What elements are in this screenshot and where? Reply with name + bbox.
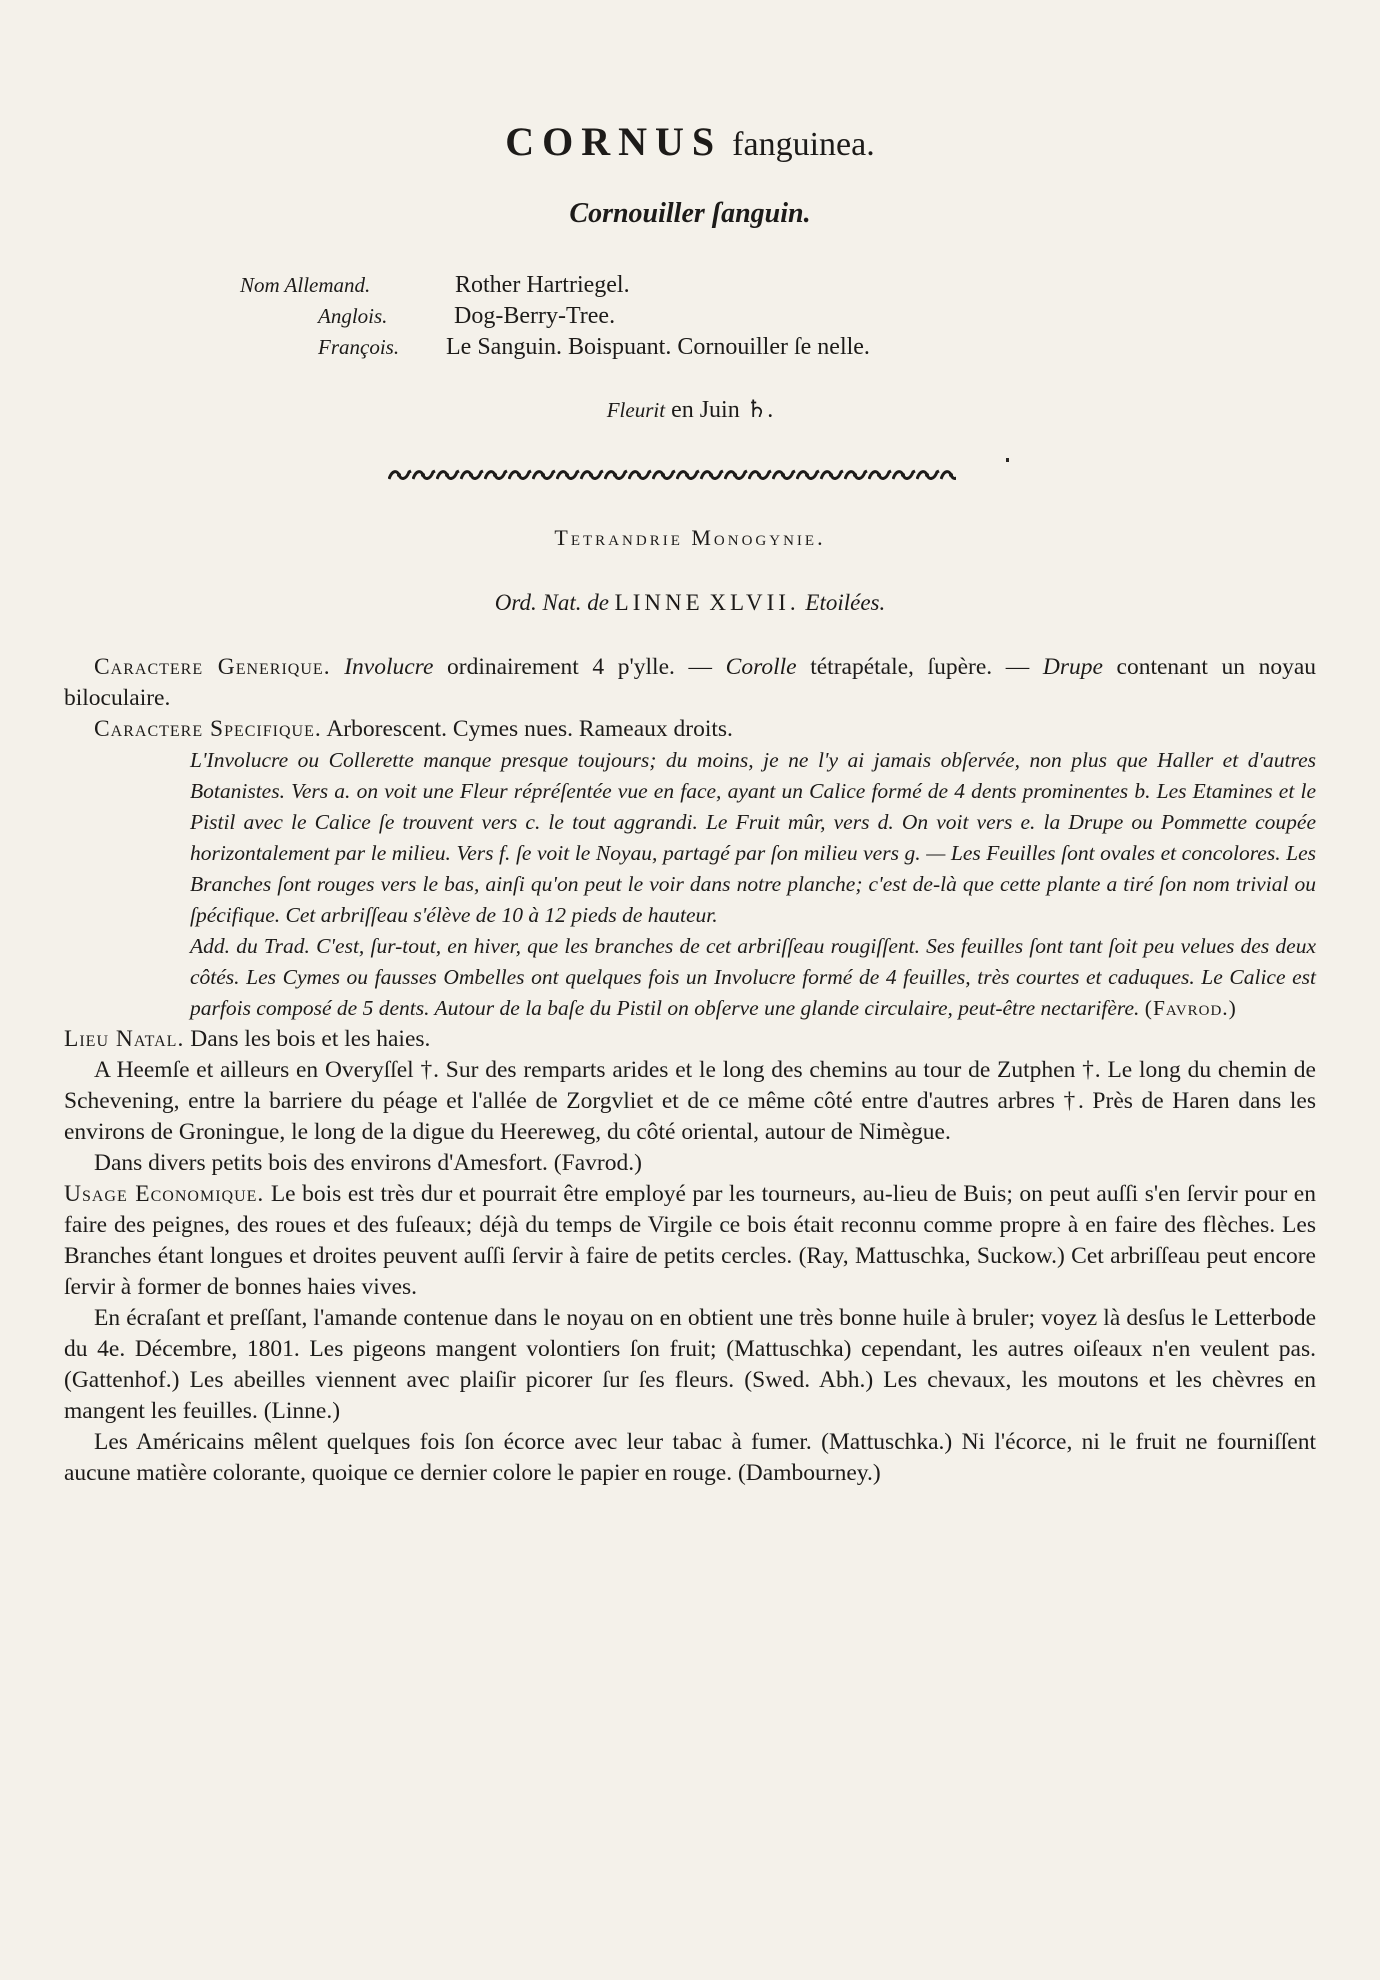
section-label: Lieu Natal.	[64, 1026, 185, 1052]
name-value: Dog-Berry-Tree.	[454, 303, 616, 329]
ink-speck	[1006, 458, 1009, 462]
name-value: Rother Hartriegel.	[455, 272, 630, 298]
page-title	[0, 118, 1380, 165]
addition-text: Add. du Trad. C'est, ſur-tout, en hiver, que les branches de cet arbriſſeau rougiſſent. Ses feuilles ſont tant ſoit peu velues des deux côtés. Les Cymes ou fausses Ombelles ont quelques fois un Involucre formé de 4 feuilles, très courtes et caduques. Le Calice est parfois composé de 5 dents. Autour de la baſe du Pistil on obſerve une glande circulaire, peut-être nectarifère.	[190, 934, 1316, 1020]
order-linne: LINNE	[614, 590, 704, 615]
text: Dans les bois et les haies.	[190, 1026, 431, 1052]
flowering-label: Fleurit	[606, 398, 666, 422]
description-block: L'Involucre ou Collerette manque presque toujours; du moins, je ne l'y ai jamais obſervée, non plus que Haller et d'autres Botanistes. Vers a. on voit une Fleur répréſentée vue en face, ayant un Calice formé de 4 dents prominentes b. Les Etamines et le Pistil avec le Calice ſe trouvent vers c. le tout aggrandi. Le Fruit mûr, vers d. On voit vers e. la Drupe ou Pommette coupée horizontalement par le milieu. Vers f. ſe voit le Noyau, partagé par ſon milieu vers g. — Les Feuilles ſont ovales et concolores. Les Branches ſont rouges vers le bas, ainſi qu'on peut le voir dans notre planche; c'est de-là que cette plante a tiré ſon nom trivial ou ſpécifique. Cet arbriſſeau s'élève de 10 à 12 pieds de hauteur.	[190, 748, 1316, 927]
natural-order	[0, 590, 1380, 616]
flowering-line	[0, 395, 1380, 424]
habitat-paragraph: A Heemſe et ailleurs en Overyſſel †. Sur des remparts arides et le long des chemins au tour de Zutphen †. Le long du chemin de Schevening, entre la barriere du péage et l'allée de Zorgvliet et de ce même côté entre d'autres arbres †. Près de Haren dans les environs de Groningue, le long de la digue du Heereweg, du côté oriental, autour de Nimègue.	[64, 1057, 1316, 1145]
name-row-german	[240, 270, 870, 301]
text: contenant un noyau biloculaire.	[64, 654, 1317, 711]
habitat-heading	[64, 1024, 1316, 1055]
name-row-french	[240, 332, 870, 363]
flowering-value: en Juin ♄.	[671, 397, 774, 423]
name-label: François.	[318, 335, 400, 359]
name-label: Nom Allemand.	[240, 273, 371, 297]
name-label: Anglois.	[318, 304, 388, 328]
text: Arborescent. Cymes nues. Rameaux droits.	[326, 716, 733, 742]
term: Involucre	[344, 654, 434, 680]
usage-paragraph	[64, 1179, 1316, 1303]
species-name: fanguinea.	[732, 126, 875, 163]
text: ordinairement 4 p'ylle. —	[447, 654, 713, 680]
specific-character	[64, 714, 1316, 745]
name-row-english	[240, 301, 870, 332]
order-prefix: Ord. Nat. de	[494, 590, 609, 615]
section-label: Usage Economique.	[64, 1181, 265, 1207]
habitat-paragraph: Dans divers petits bois des environs d'Amesfort. (Favrod.)	[94, 1150, 642, 1176]
order-number: XLVII.	[709, 590, 800, 615]
term: Drupe	[1042, 654, 1103, 680]
order-name: Etoilées.	[805, 590, 886, 615]
section-label: Caractere Generique.	[94, 654, 331, 680]
text: tétrapétale, ſupère. —	[810, 654, 1030, 680]
vernacular-names	[240, 270, 870, 363]
french-name: Cornouiller ſanguin.	[569, 198, 811, 229]
usage-paragraph: Les Américains mêlent quelques fois ſon écorce avec leur tabac à fumer. (Mattuschka.) Ni l'écorce, ni le fruit ne fourniſſent aucune matière colorante, quoique ce dernier colore le papier en rouge. (Dambourney.)	[64, 1429, 1316, 1486]
main-text	[64, 652, 1316, 1489]
term: Corolle	[725, 654, 797, 680]
genus-name: CORNUS	[505, 119, 723, 164]
text: Le bois est très dur et pourrait être employé par les tourneurs, au-lieu de Buis; on peut auſſi s'en ſervir pour en faire des peignes, des roues et des fuſeaux; déjà du temps de Virgile ce bois était reconnu comme propre à en faire des flèches. Les Branches étant longues et droites peuvent auſſi ſervir à faire de petits cercles. (Ray, Mattuschka, Suckow.) Cet arbriſſeau peut encore ſervir à former de bonnes haies vives.	[64, 1181, 1316, 1300]
usage-paragraph: En écraſant et preſſant, l'amande contenue dans le noyau on en obtient une très bonne huile à bruler; voyez là desſus le Letterbode du 4e. Décembre, 1801. Les pigeons mangent volontiers ſon fruit; (Mattuschka) cependant, les autres oiſeaux n'en veulent pas. (Gattenhof.) Les abeilles viennent avec plaiſir picorer ſur ſes fleurs. (Swed. Abh.) Les chevaux, les moutons et les chèvres en mangent les feuilles. (Linne.)	[64, 1305, 1316, 1424]
translator-addition	[64, 931, 1316, 1024]
generic-character	[64, 652, 1316, 714]
ornamental-divider	[388, 468, 956, 482]
citation: (Favrod.)	[1144, 996, 1237, 1020]
section-label: Caractere Specifique.	[94, 716, 322, 742]
name-value: Le Sanguin. Boispuant. Cornouiller ſe nelle.	[446, 334, 870, 360]
linnaean-class: Tetrandrie Monogynie.	[554, 525, 826, 550]
